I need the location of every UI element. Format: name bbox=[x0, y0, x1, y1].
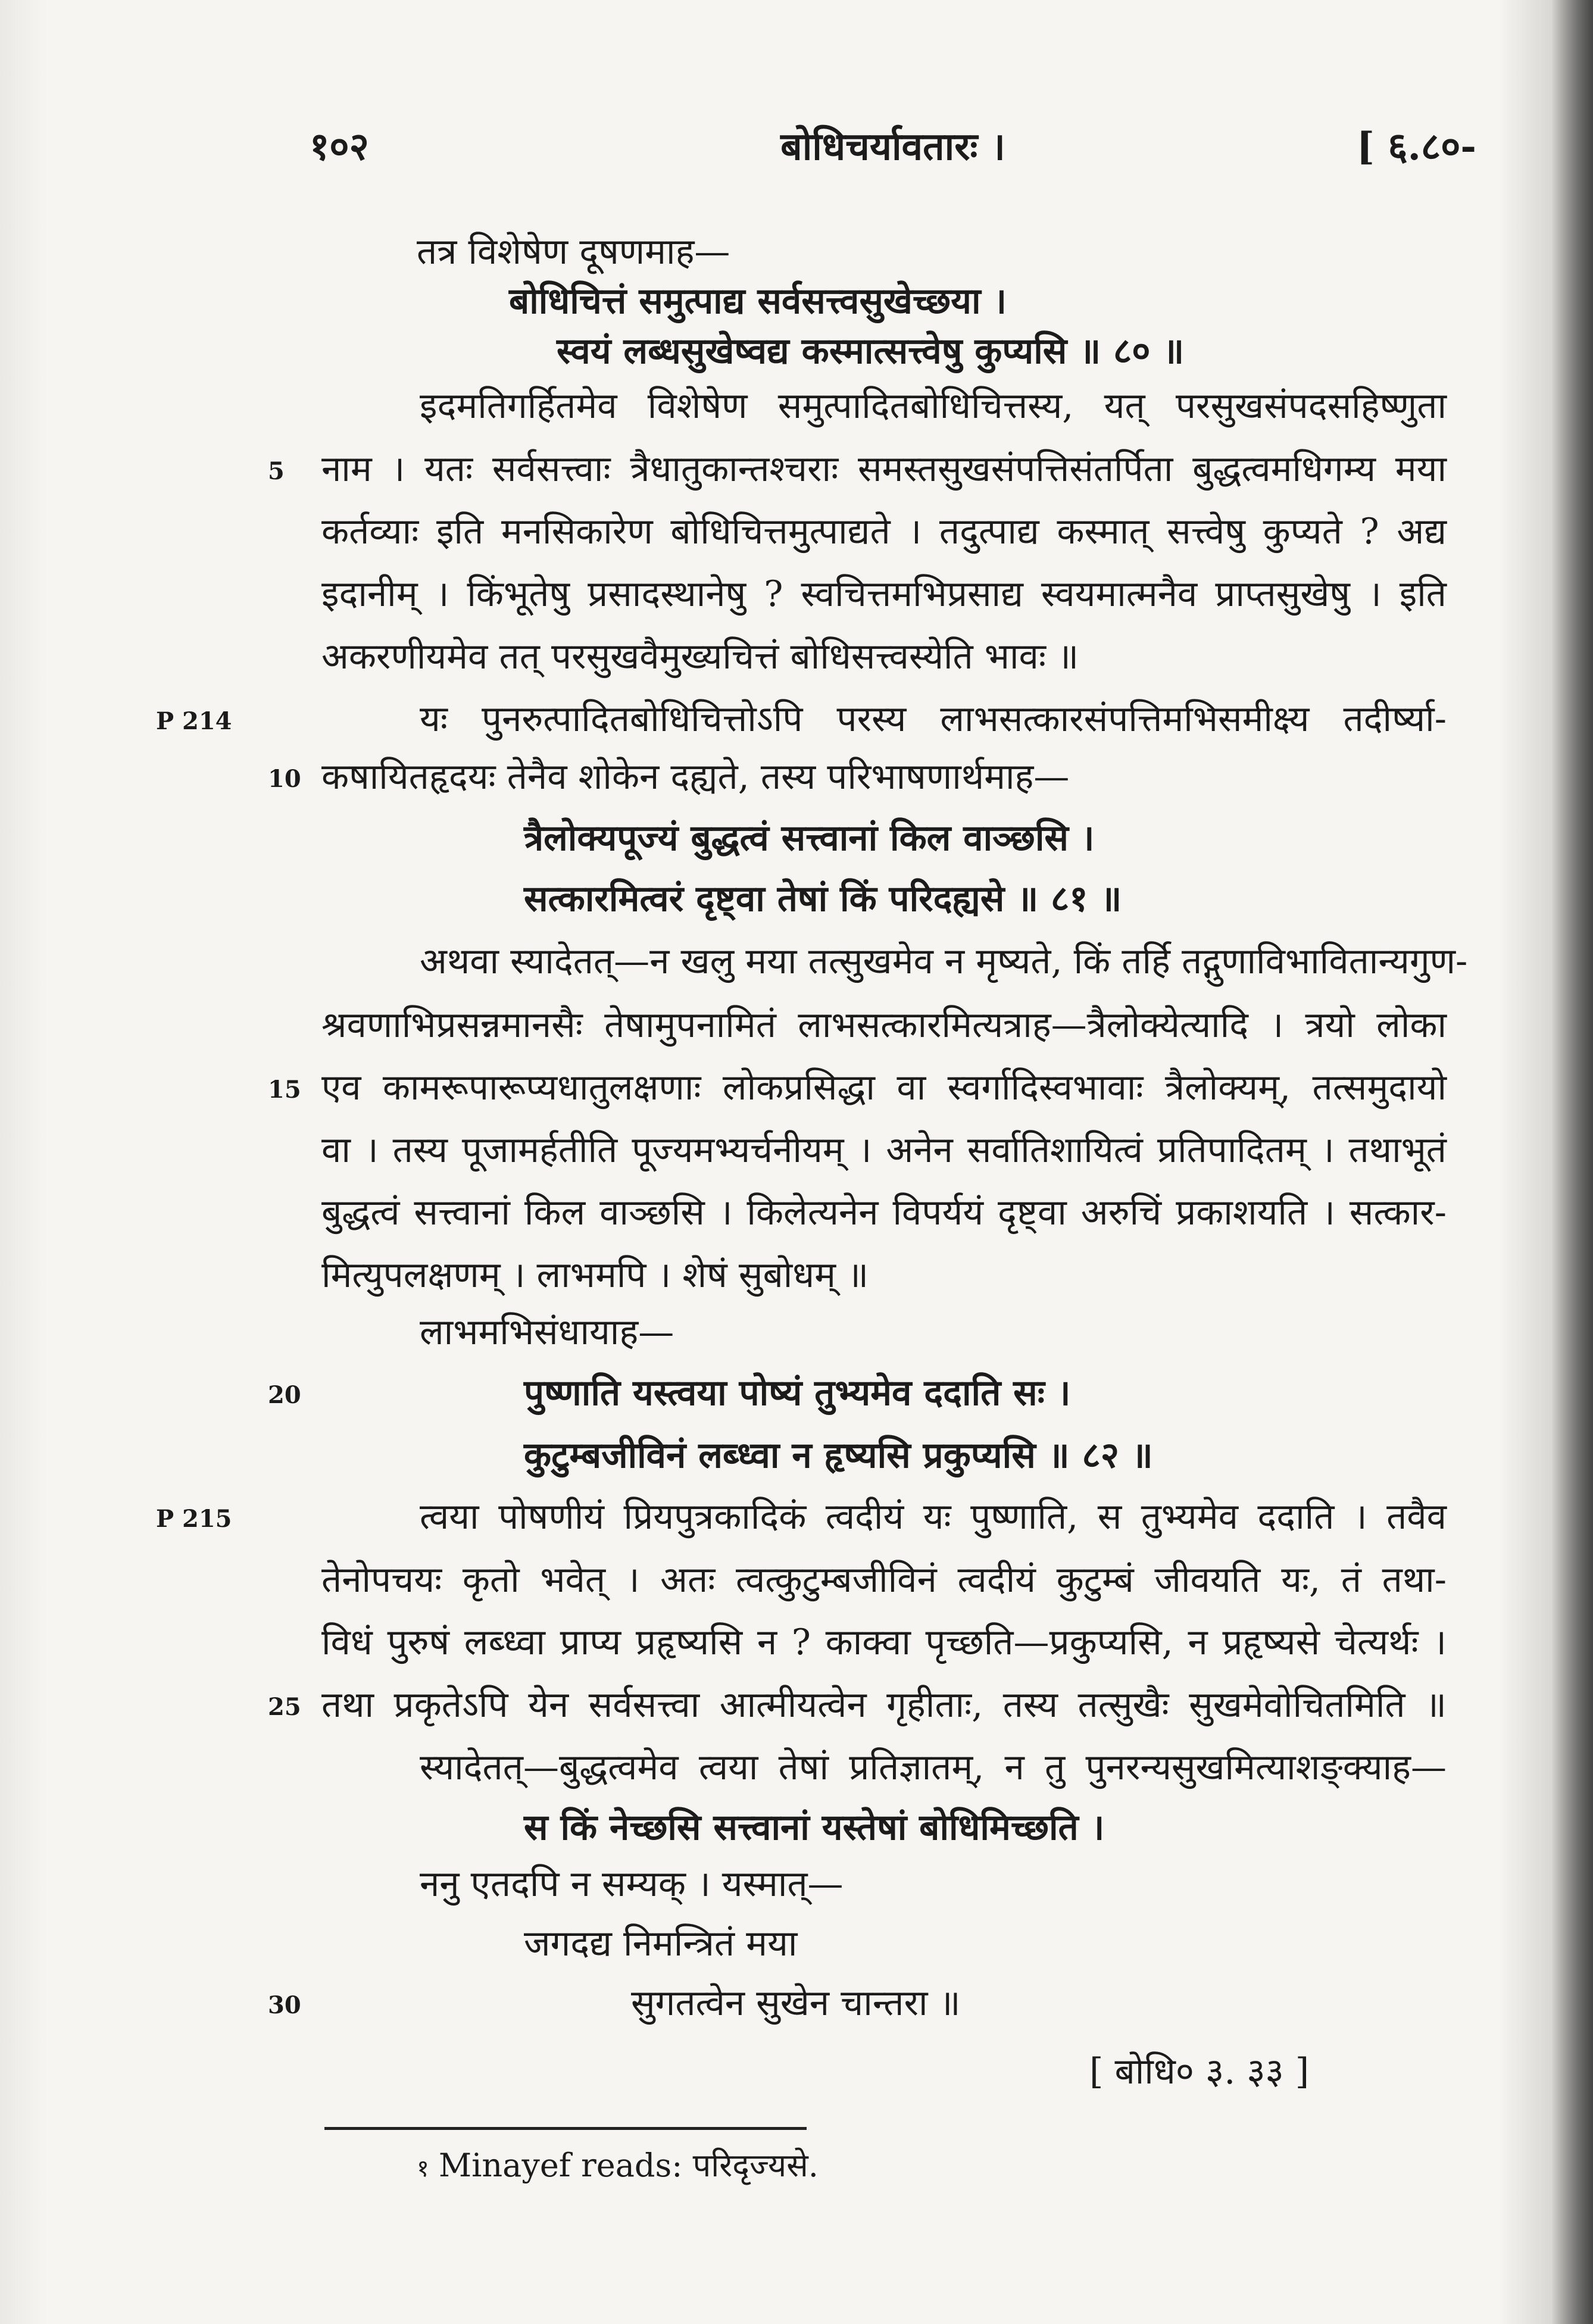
text-line: इदमतिगर्हितमेव विशेषेण समुत्पादितबोधिचित्तस्य, यत् परसुखसंपदसहिष्णुता bbox=[420, 385, 1447, 427]
text-line: इदानीम् । किंभूतेषु प्रसादस्थानेषु ? स्वचित्तमभिप्रसाद्य स्वयमात्मनैव प्राप्तसुखेषु । इति bbox=[321, 573, 1447, 615]
text-line: अकरणीयमेव तत् परसुखवैमुख्यचित्तं बोधिसत्त्वस्येति भावः ॥ bbox=[321, 636, 1079, 677]
text-line: लाभमभिसंधायाह— bbox=[420, 1311, 674, 1353]
text-line: तथा प्रकृतेऽपि येन सर्वसत्त्वा आत्मीयत्वेन गृहीताः, तस्य तत्सुखैः सुखमेवोचितमिति ॥ bbox=[321, 1684, 1447, 1726]
verse-line: सत्कारमित्वरं दृष्ट्वा तेषां किं परिदह्यसे ॥ ८१ ॥ bbox=[524, 878, 1122, 920]
footnote-text: Minayef reads: परिदृज्यसे. bbox=[438, 2147, 819, 2184]
verse-line: त्रैलोक्यपूज्यं बुद्धत्वं सत्त्वानां किल वाञ्छसि । bbox=[524, 817, 1095, 859]
text-line: स्यादेतत्—बुद्धत्वमेव त्वया तेषां प्रतिज्ञातम्, न तु पुनरन्यसुखमित्याशङ्क्याह— bbox=[420, 1747, 1447, 1788]
line-number: 10 bbox=[268, 765, 301, 793]
line-number: 25 bbox=[268, 1693, 301, 1721]
page-header bbox=[310, 119, 1476, 173]
line-number: 15 bbox=[268, 1076, 301, 1104]
running-title: बोधिचर्यावतारः । bbox=[780, 124, 1005, 169]
line-number: 5 bbox=[268, 457, 285, 485]
margin-reference: P 215 bbox=[156, 1505, 232, 1533]
text-line: कर्तव्याः इति मनसिकारेण बोधिचित्तमुत्पाद्यते । तदुत्पाद्य कस्मात् सत्त्वेषु कुप्यते ? अद्य bbox=[321, 511, 1447, 552]
verse-line: सुगतत्वेन सुखेन चान्तरा ॥ bbox=[631, 1982, 961, 2024]
text-line: तत्र विशेषेण दूषणमाह— bbox=[417, 231, 730, 273]
text-line: विधं पुरुषं लब्ध्वा प्राप्य प्रहृष्यसि न ? काक्वा पृच्छति—प्रकुप्यसि, न प्रहृष्यसे चेत्यर्थः । bbox=[321, 1622, 1447, 1663]
text-line: नाम । यतः सर्वसत्त्वाः त्रैधातुकान्तश्चराः समस्तसुखसंपत्तिसंतर्पिता बुद्धत्वमधिगम्य मया bbox=[321, 448, 1447, 490]
text-line: तेनोपचयः कृतो भवेत् । अतः त्वत्कुटुम्बजीविनं त्वदीयं कुटुम्बं जीवयति यः, तं तथा- bbox=[321, 1559, 1447, 1601]
text-line: बुद्धत्वं सत्त्वानां किल वाञ्छसि । किलेत्यनेन विपर्ययं दृष्ट्वा अरुचिं प्रकाशयति । सत्कार- bbox=[321, 1192, 1447, 1233]
verse-line: कुटुम्बजीविनं लब्ध्वा न हृष्यसि प्रकुप्यसि ॥ ८२ ॥ bbox=[524, 1435, 1153, 1476]
text-line: यः पुनरुत्पादितबोधिचित्तोऽपि परस्य लाभसत्कारसंपत्तिमभिसमीक्ष्य तदीर्ष्या- bbox=[420, 698, 1447, 740]
page-number: १०२ bbox=[310, 124, 369, 169]
text-line: अथवा स्यादेतत्—न खलु मया तत्सुखमेव न मृष्यते, किं तर्हि तद्गुणाविभावितान्यगुण- bbox=[420, 941, 1468, 982]
text-line: मित्युपलक्षणम् । लाभमपि । शेषं सुबोधम् ॥ bbox=[321, 1254, 869, 1296]
citation: [ बोधि० ३. ३३ ] bbox=[1089, 2051, 1310, 2092]
text-line: एव कामरूपारूप्यधातुलक्षणाः लोकप्रसिद्धा वा स्वर्गादिस्वभावाः त्रैलोक्यम्, तत्समुदायो bbox=[321, 1067, 1447, 1108]
verse-line: पुष्णाति यस्त्वया पोष्यं तुभ्यमेव ददाति सः । bbox=[524, 1372, 1071, 1414]
footnote-number: १ bbox=[417, 2155, 429, 2182]
section-reference: [ ६.८०- bbox=[1356, 124, 1476, 169]
verse-line: जगदद्य निमन्त्रितं मया bbox=[524, 1923, 798, 1964]
verse-line: स्वयं लब्धसुखेष्वद्य कस्मात्सत्त्वेषु कुप्यसि ॥ ८० ॥ bbox=[557, 330, 1185, 372]
line-number: 20 bbox=[268, 1381, 301, 1409]
margin-reference: P 214 bbox=[156, 707, 232, 735]
page-edge-shadow bbox=[1551, 0, 1593, 2324]
text-line: श्रवणाभिप्रसन्नमानसैः तेषामुपनामितं लाभसत्कारमित्यत्राह—त्रैलोक्येत्यादि । त्रयो लोका bbox=[321, 1004, 1447, 1046]
text-line: कषायितहृदयः तेनैव शोकेन दह्यते, तस्य परिभाषणार्थमाह— bbox=[321, 756, 1070, 798]
line-number: 30 bbox=[268, 1991, 301, 2019]
text-line: ननु एतदपि न सम्यक् । यस्मात्— bbox=[420, 1863, 844, 1905]
verse-line: बोधिचित्तं समुत्पाद्य सर्वसत्त्वसुखेच्छया । bbox=[509, 280, 1007, 322]
footnote bbox=[417, 2142, 819, 2186]
text-line: त्वया पोषणीयं प्रियपुत्रकादिकं त्वदीयं यः पुष्णाति, स तुभ्यमेव ददाति । तवैव bbox=[420, 1496, 1447, 1538]
footnote-rule bbox=[324, 2127, 807, 2130]
verse-line: स किं नेच्छसि सत्त्वानां यस्तेषां बोधिमिच्छति । bbox=[524, 1807, 1105, 1848]
text-line: वा । तस्य पूजामर्हतीति पूज्यमभ्यर्चनीयम् । अनेन सर्वातिशायित्वं प्रतिपादितम् । तथाभूतं bbox=[321, 1129, 1447, 1171]
